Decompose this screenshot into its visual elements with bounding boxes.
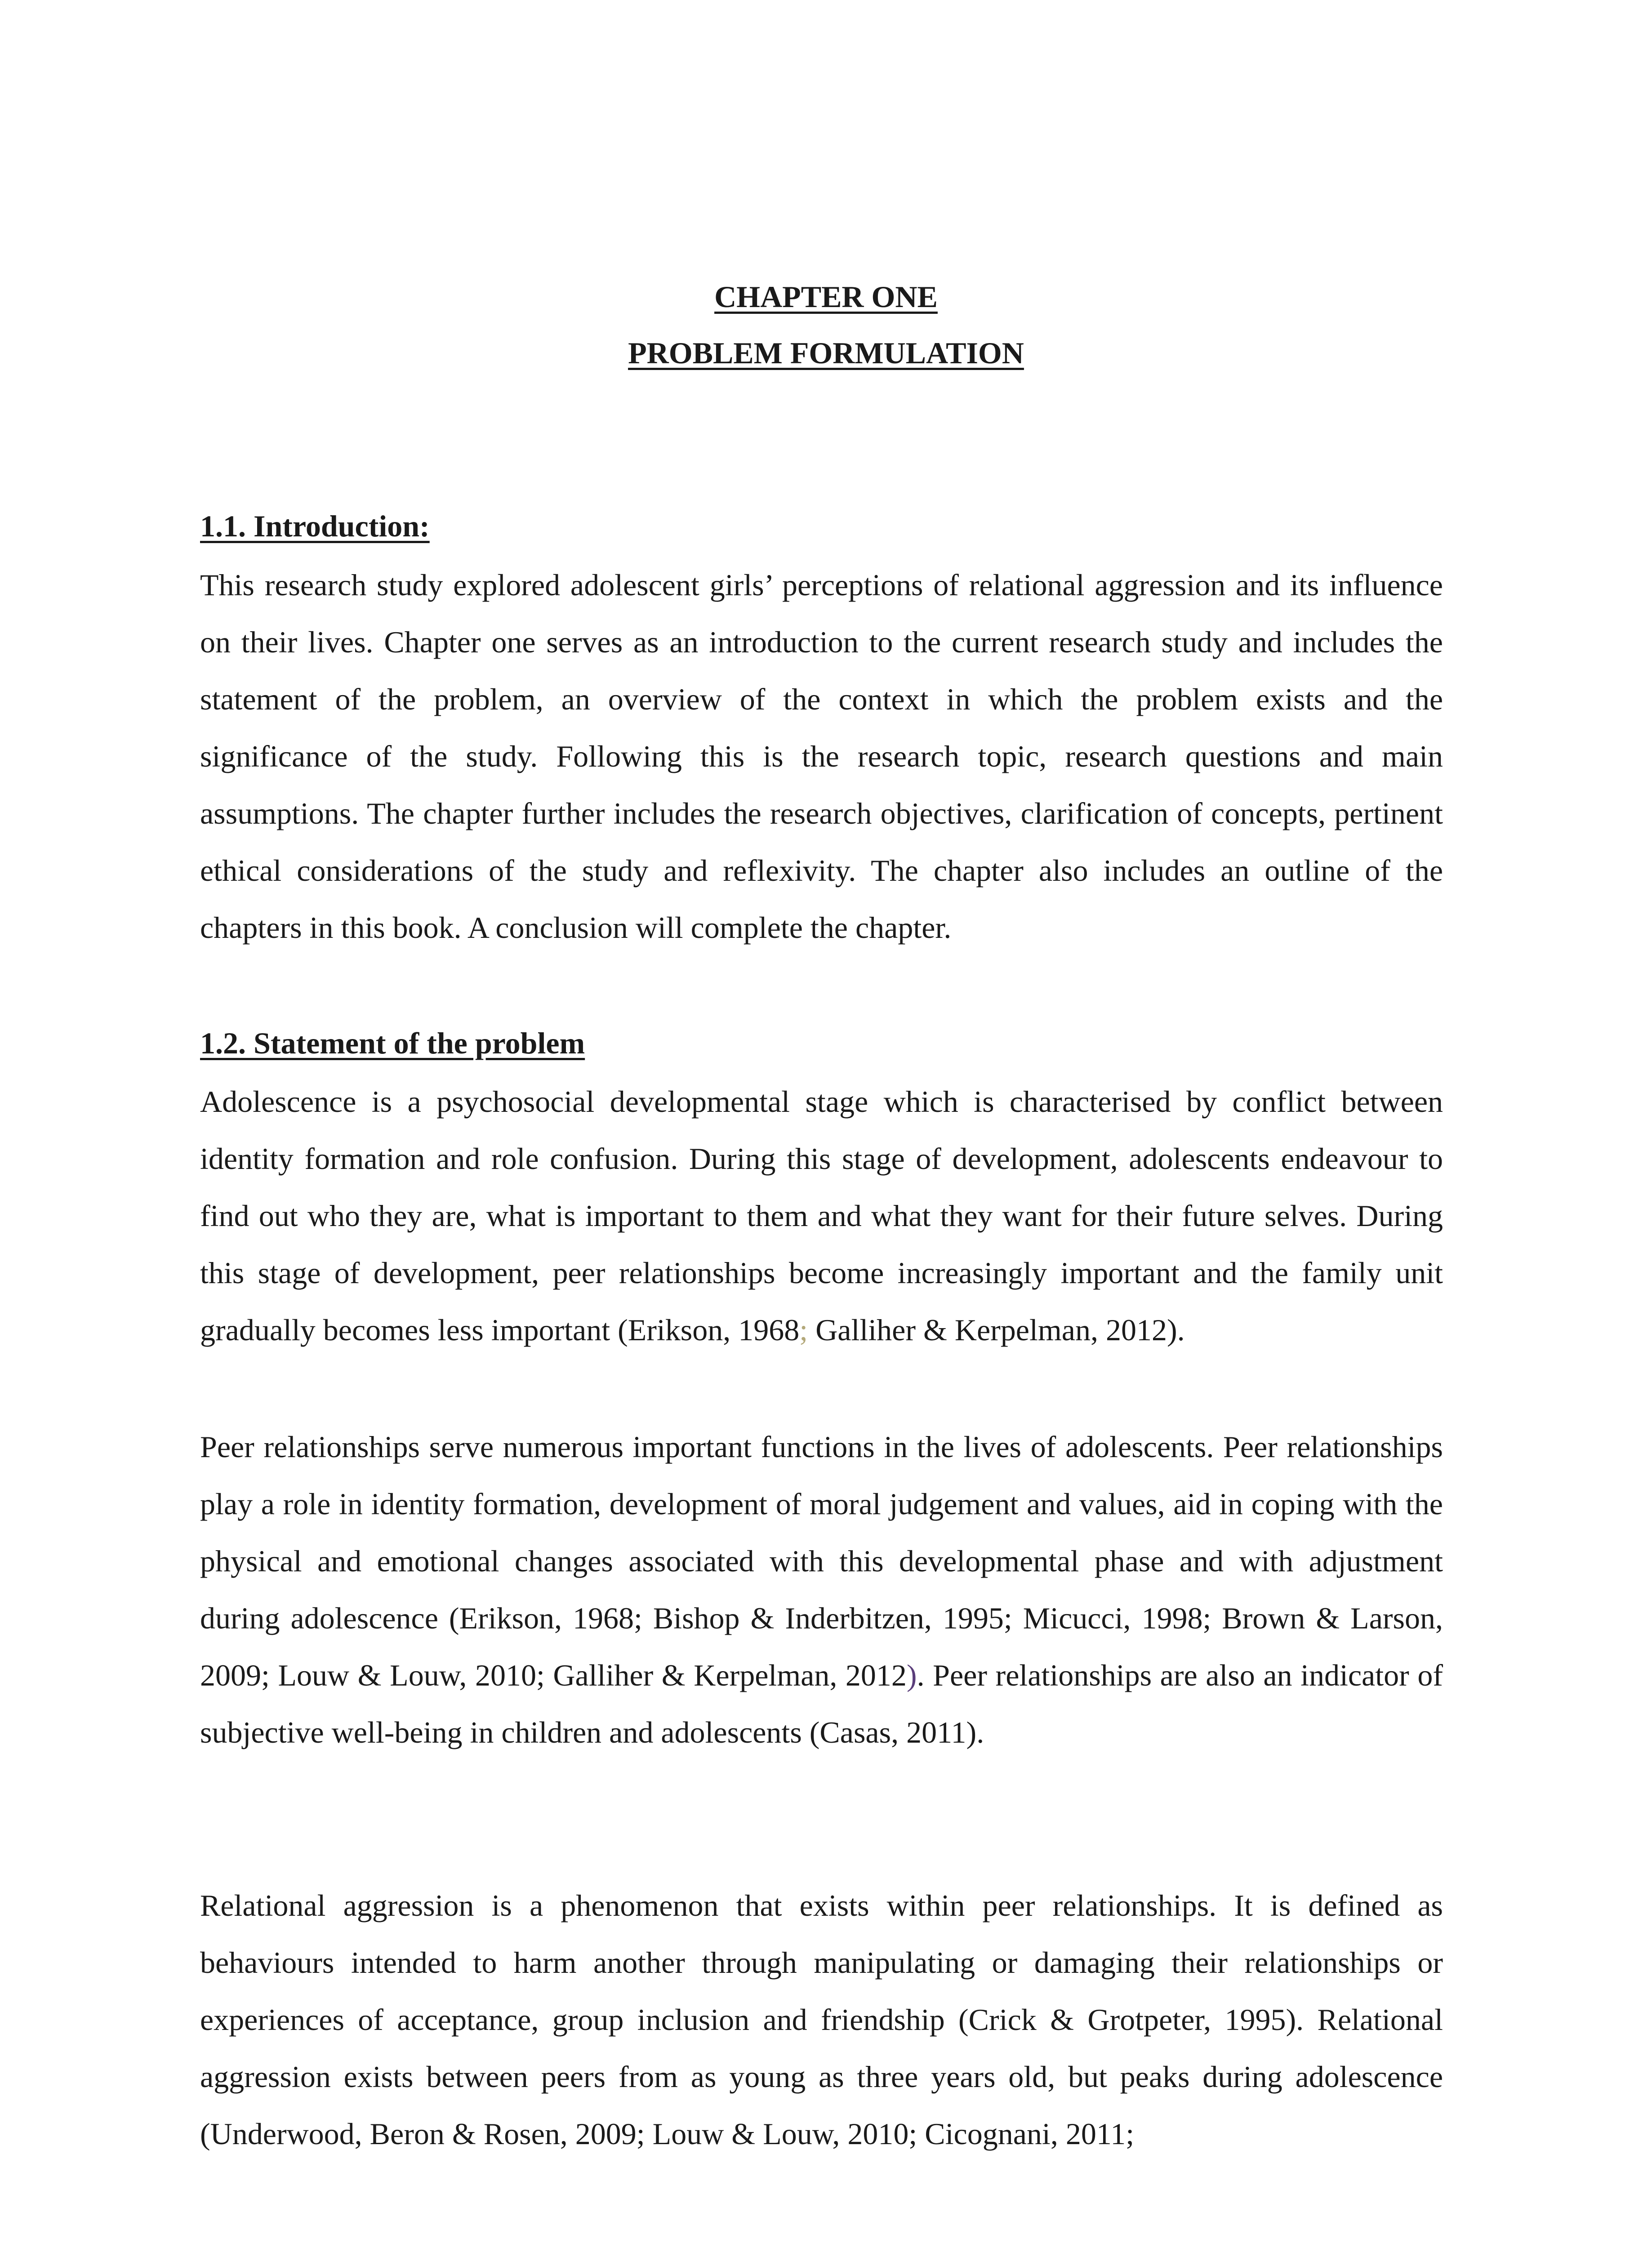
section-heading-statement-of-problem: 1.2. Statement of the problem (200, 1026, 585, 1060)
introduction-paragraph: This research study explored adolescent girls’ perceptions of relational aggression and its influence on their lives. Chapter one serves as an introduction to the current research study and includes the statement of the problem, an overview of the context in which the problem exists and the significance of the study. Following this is the research topic, research questions and main assumptions. The chapter further includes the research objectives, clarification of concepts, pertinent ethical considerations of the study and reflexivity. The chapter also includes an outline of the chapters in this book. A conclusion will complete the chapter. (200, 568, 1443, 945)
citation-closing-paren: ) (906, 1658, 917, 1692)
problem-paragraph-peer-relationships (200, 1418, 1443, 1761)
problem-paragraph-adolescence (200, 1073, 1443, 1359)
problem-paragraph-peer-text-b: . Peer relationships are also an indicator of subjective well-being in children and adolescents (Casas, 2011). (200, 1658, 1443, 1749)
problem-paragraph-adolescence-text-b: Galliher & Kerpelman, 2012). (808, 1313, 1185, 1347)
problem-paragraph-peer-text-a: Peer relationships serve numerous important functions in the lives of adolescents. Peer relationships play a role in identity formation, development of moral judgement and values, aid in coping with the physical and emotional changes associated with this developmental phase and with adjustment during adolescence (Erikson, 1968; Bishop & Inderbitzen, 1995; Micucci, 1998; Brown & Larson, 2009; Louw & Louw, 2010; Galliher & Kerpelman, 2012 (200, 1430, 1443, 1692)
chapter-subtitle: PROBLEM FORMULATION (628, 336, 1024, 370)
problem-paragraph-relational-aggression: Relational aggression is a phenomenon that exists within peer relationships. It is defined as behaviours intended to harm another through manipulating or damaging their relationships or experiences of acceptance, group inclusion and friendship (Crick & Grotpeter, 1995). Relational aggression exists between peers from as young as three years old, but peaks during adolescence (Underwood, Beron & Rosen, 2009; Louw & Louw, 2010; Cicognani, 2011; (200, 1888, 1443, 2151)
citation-separator: ; (799, 1313, 808, 1347)
problem-paragraph-adolescence-text-a: Adolescence is a psychosocial developmental stage which is characterised by conflict between identity formation and role confusion. During this stage of development, adolescents endeavour to find out who they are, what is important to them and what they want for their future selves. During this stage of development, peer relationships become increasingly important and the family unit gradually becomes less important (Erikson, 1968 (200, 1084, 1443, 1347)
section-heading-introduction: 1.1. Introduction: (200, 509, 430, 543)
chapter-title: CHAPTER ONE (714, 280, 938, 314)
